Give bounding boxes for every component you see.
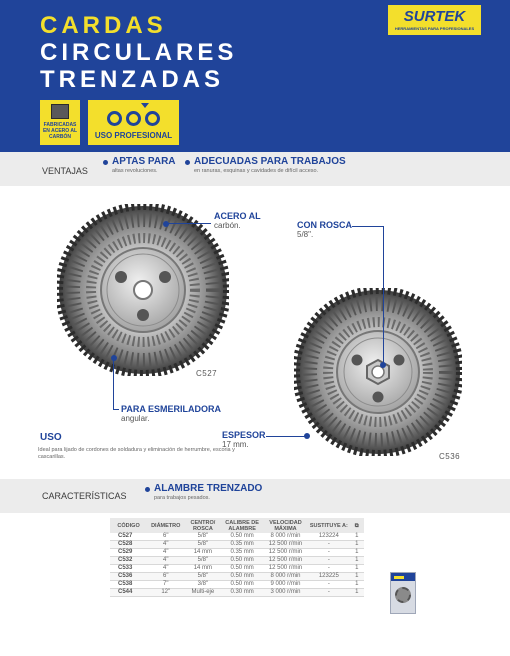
callout-dot — [163, 221, 169, 227]
table-cell: - — [308, 565, 349, 573]
table-cell: 5/8" — [184, 533, 221, 541]
table-cell: - — [308, 581, 349, 589]
table-cell: 0.35 mm — [221, 549, 262, 557]
callout-line — [167, 223, 211, 224]
table-cell: 7" — [147, 581, 184, 589]
table-cell: 1 — [349, 581, 364, 589]
callout-dot — [111, 355, 117, 361]
callout-line — [113, 358, 114, 410]
material-badge — [40, 100, 80, 145]
table-cell: 14 mm — [184, 565, 221, 573]
table-cell: 4" — [147, 549, 184, 557]
table-cell: C538 — [110, 581, 147, 589]
table-cell: 8 000 r/min — [263, 533, 308, 541]
table-cell: C533 — [110, 565, 147, 573]
table-cell: 12 500 r/min — [263, 565, 308, 573]
table-cell: 5/8" — [184, 557, 221, 565]
characteristics-sub: para trabajos pesados. — [154, 495, 210, 501]
gauge-icon — [145, 111, 160, 126]
brand-name: SURTEK — [403, 8, 466, 25]
table-cell: 0.35 mm — [221, 541, 262, 549]
table-cell: 5/8" — [184, 541, 221, 549]
brush-code-label: C527 — [196, 369, 218, 378]
title-line-2: CIRCULARES — [40, 39, 238, 66]
table-cell: 4" — [147, 565, 184, 573]
characteristics-label: CARACTERÍSTICAS — [42, 491, 127, 501]
rosca-callout-sub: 5/8". — [297, 230, 314, 239]
wire-brush-c527-image — [57, 204, 229, 376]
table-cell: C536 — [110, 573, 147, 581]
table-cell: C527 — [110, 533, 147, 541]
table-cell: 123225 — [308, 573, 349, 581]
table-cell: 12 500 r/min — [263, 541, 308, 549]
table-cell: 1 — [349, 533, 364, 541]
table-cell: - — [308, 549, 349, 557]
table-cell: 1 — [349, 541, 364, 549]
product-package-image — [390, 572, 416, 614]
table-cell: 0.50 mm — [221, 573, 262, 581]
table-cell: 8 000 r/min — [263, 573, 308, 581]
gauge-icon — [126, 111, 141, 126]
material-badge-label: FABRICADAS EN ACERO AL CARBÓN — [42, 122, 78, 140]
brand-tagline: HERRAMIENTAS PARA PROFESIONALES — [394, 26, 475, 31]
table-cell: 0.50 mm — [221, 557, 262, 565]
professional-use-label: USO PROFESIONAL — [94, 131, 173, 140]
uso-title: USO — [40, 432, 62, 443]
column-header: CALIBRE DE ALAMBRE — [221, 518, 262, 533]
esmeriladora-callout-sub: angular. — [121, 414, 150, 423]
table-cell: 1 — [349, 549, 364, 557]
table-cell: 14 mm — [184, 549, 221, 557]
steel-swatch-icon — [51, 104, 69, 119]
title-line-1: CARDAS — [40, 12, 167, 39]
table-cell: 1 — [349, 557, 364, 565]
callout-line — [383, 226, 384, 364]
callout-dot — [304, 433, 310, 439]
table-row — [110, 549, 364, 557]
table-cell: - — [308, 589, 349, 597]
acero-callout-sub: carbón. — [214, 221, 241, 230]
table-cell: 12 500 r/min — [263, 557, 308, 565]
table-row — [110, 533, 364, 541]
acero-callout-title: ACERO AL — [214, 211, 261, 221]
advantage-title-1: APTAS PARA — [112, 156, 176, 167]
table-cell: 6" — [147, 533, 184, 541]
package-quantity-icon: ⧉ — [349, 518, 364, 533]
table-cell: C544 — [110, 589, 147, 597]
table-row — [110, 573, 364, 581]
callout-dot — [380, 362, 386, 368]
table-cell: 12" — [147, 589, 184, 597]
gauge-icon — [107, 111, 122, 126]
table-cell: 1 — [349, 565, 364, 573]
package-brush-icon — [395, 587, 411, 603]
table-cell: 5/8" — [184, 573, 221, 581]
title-line-3: TRENZADAS — [40, 66, 224, 93]
table-cell: Multi-eje — [184, 589, 221, 597]
table-row — [110, 565, 364, 573]
header-banner — [0, 0, 510, 152]
table-row — [110, 589, 364, 597]
pointer-triangle-icon — [141, 103, 149, 108]
table-cell: C529 — [110, 549, 147, 557]
rosca-callout-title: CON ROSCA — [297, 220, 353, 230]
espesor-callout-title: ESPESOR — [222, 430, 266, 440]
wire-brush-c536-image — [294, 288, 462, 456]
brush-code-label: C536 — [439, 452, 461, 461]
professional-use-badge — [88, 100, 179, 145]
table-cell: - — [308, 541, 349, 549]
table-cell: 4" — [147, 557, 184, 565]
advantages-label: VENTAJAS — [42, 166, 88, 176]
table-cell: 6" — [147, 573, 184, 581]
specs-table — [110, 518, 364, 597]
esmeriladora-callout-title: PARA ESMERILADORA — [121, 404, 222, 414]
bullet-icon — [103, 160, 108, 165]
table-row — [110, 541, 364, 549]
table-row — [110, 581, 364, 589]
table-cell: 12 500 r/min — [263, 549, 308, 557]
table-cell: 0.50 mm — [221, 581, 262, 589]
table-cell: 0.30 mm — [221, 589, 262, 597]
table-cell: - — [308, 557, 349, 565]
table-cell: 9 000 r/min — [263, 581, 308, 589]
column-header: SUSTITUYE A: — [308, 518, 349, 533]
table-cell: 1 — [349, 573, 364, 581]
table-cell: 0.50 mm — [221, 533, 262, 541]
table-cell: 3 000 r/min — [263, 589, 308, 597]
table-cell: 4" — [147, 541, 184, 549]
bullet-icon — [185, 160, 190, 165]
callout-line — [352, 226, 384, 227]
bullet-icon — [145, 487, 150, 492]
column-header: DIÁMETRO — [147, 518, 184, 533]
uso-text: Ideal para lijado de cordones de soldadura y eliminación de herrumbre, escoria y cascarillas. — [38, 447, 235, 460]
advantage-sub-2: en ranuras, esquinas y cavidades de difícil acceso. — [194, 168, 319, 174]
package-logo-strip — [394, 576, 404, 579]
table-cell: 1 — [349, 589, 364, 597]
column-header: CENTRO/ ROSCA — [184, 518, 221, 533]
table-header-row — [110, 518, 364, 533]
table-cell: 123224 — [308, 533, 349, 541]
table-cell: C528 — [110, 541, 147, 549]
espesor-callout-sub: 17 mm. — [222, 440, 249, 449]
callout-line — [266, 436, 306, 437]
table-cell: 0.50 mm — [221, 565, 262, 573]
column-header: CÓDIGO — [110, 518, 147, 533]
advantage-sub-1: altas revoluciones. — [112, 168, 158, 174]
table-cell: 3/8" — [184, 581, 221, 589]
surtek-logo — [388, 5, 481, 35]
characteristics-title: ALAMBRE TRENZADO — [154, 483, 263, 494]
advantage-title-2: ADECUADAS PARA TRABAJOS — [194, 156, 346, 167]
column-header: VELOCIDAD MÁXIMA — [263, 518, 308, 533]
callout-line — [113, 409, 119, 410]
table-cell: C532 — [110, 557, 147, 565]
table-row — [110, 557, 364, 565]
